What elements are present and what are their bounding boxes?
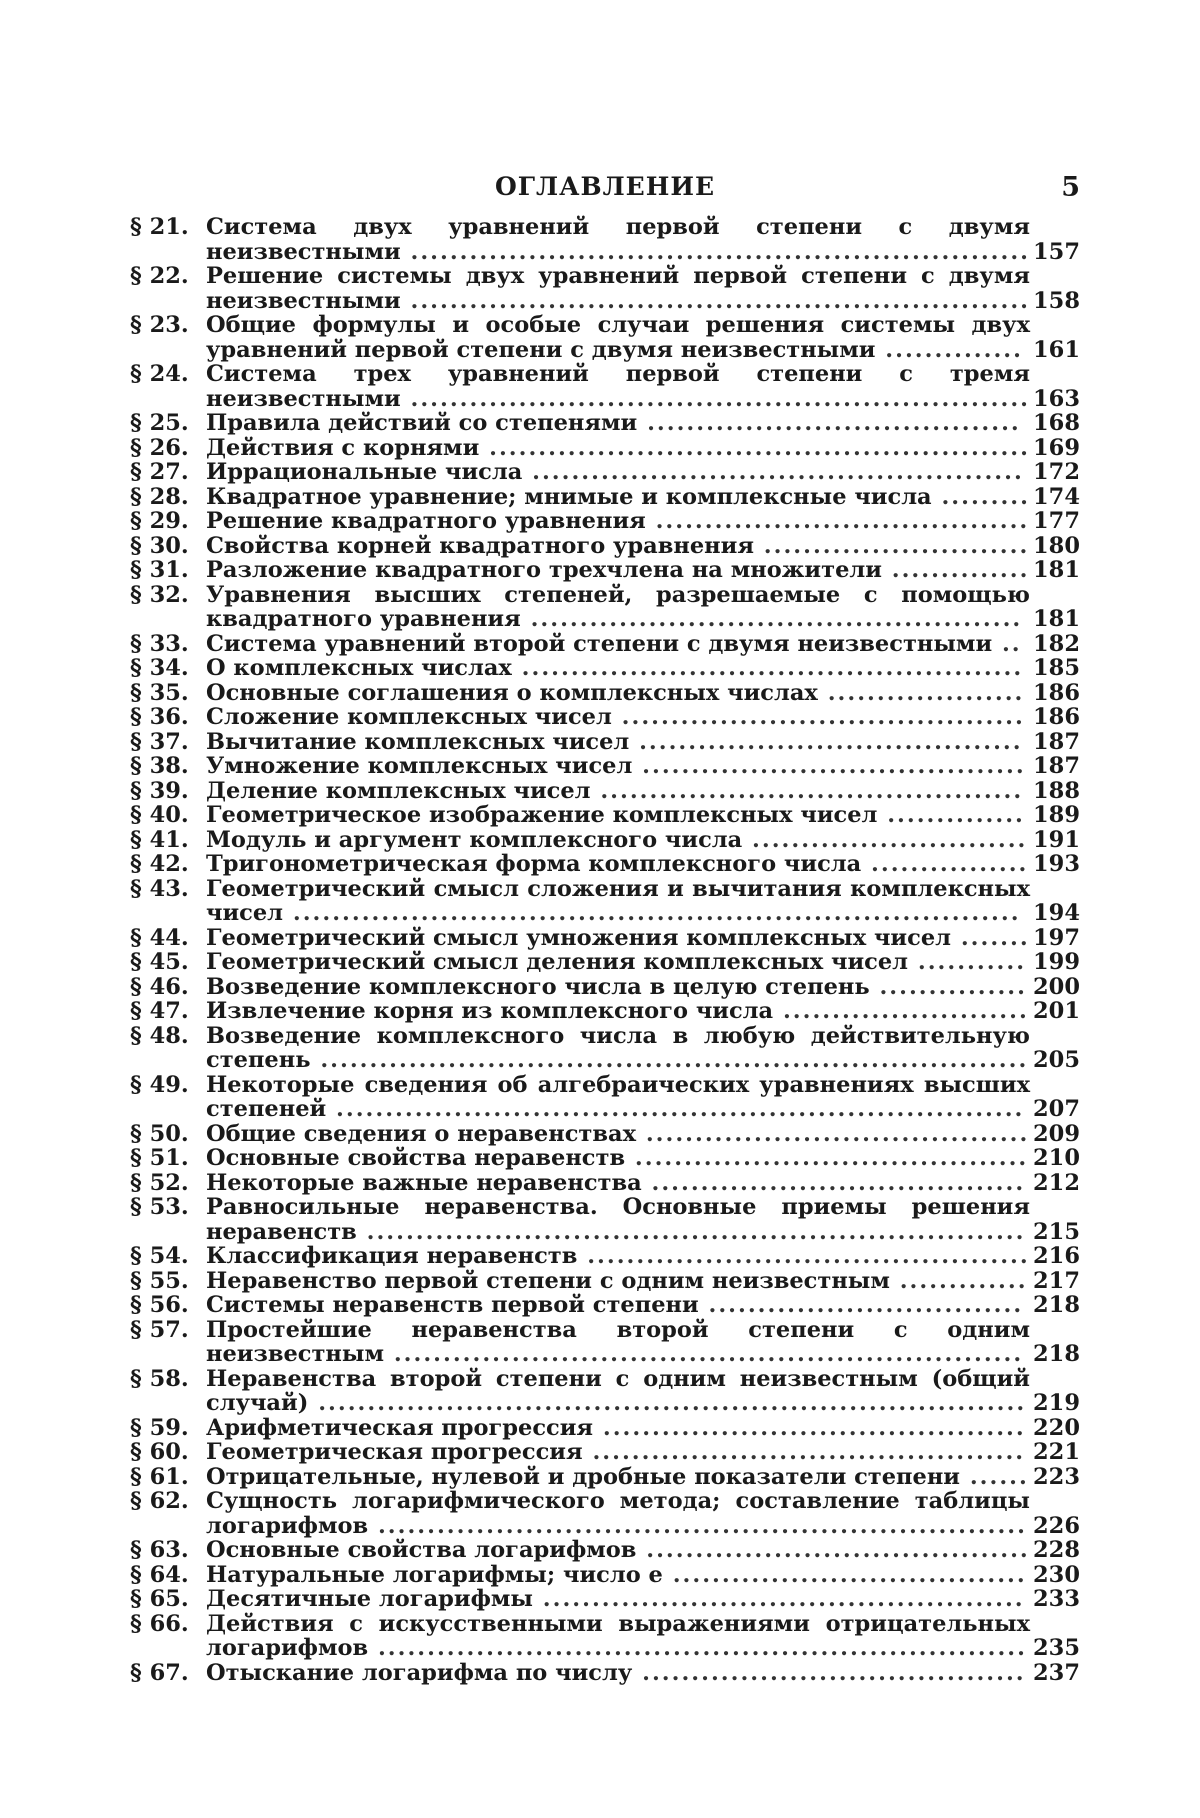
toc-section-title: Сложение комплексных чисел: [206, 704, 612, 730]
toc-entry: [130, 1244, 1080, 1269]
toc-entry-body: [206, 779, 1030, 804]
toc-entry-body: [206, 999, 1030, 1024]
dot-leader: ....................: [817, 679, 1025, 706]
toc-section-title: Классификация неравенств: [206, 1243, 578, 1269]
toc-entry-body: [206, 1538, 1030, 1563]
toc-page-number: 172: [1033, 459, 1080, 485]
toc-entry: [130, 411, 1080, 436]
toc-section-number: § 44.: [130, 924, 189, 951]
toc-entry-body: [206, 1244, 1030, 1269]
toc-page-number: 233: [1033, 1586, 1080, 1612]
toc-entry-body: [206, 264, 1030, 313]
toc-section-number: § 45.: [130, 949, 189, 975]
toc-entry: [130, 828, 1080, 853]
toc-section-title: Арифметическая прогрессия: [206, 1414, 594, 1441]
toc-page-number: 230: [1033, 1561, 1080, 1588]
toc-entry: [130, 1122, 1080, 1147]
toc-section-title: Модуль и аргумент комплексного числа: [206, 826, 743, 853]
toc-entry: [130, 264, 1080, 313]
toc-section-number: § 33.: [130, 630, 189, 657]
toc-page-number: 207: [1033, 1096, 1080, 1122]
toc-entry: [130, 1587, 1080, 1612]
toc-section-number: § 56.: [130, 1292, 189, 1318]
toc-entry-body: [206, 1661, 1030, 1686]
page-number: 5: [1061, 172, 1080, 203]
toc-entry: [130, 1465, 1080, 1490]
toc-section-number: § 48.: [130, 1022, 189, 1049]
toc-section-title: Отыскание логарифма по числу: [206, 1659, 633, 1686]
toc-section-number: § 55.: [130, 1267, 189, 1294]
toc-section-number: § 59.: [130, 1414, 189, 1441]
toc-entry: [130, 1293, 1080, 1318]
toc-page-number: 180: [1033, 532, 1080, 559]
toc-entry: [130, 215, 1080, 264]
toc-entry: [130, 1195, 1080, 1244]
dot-leader: ...................................................................: [356, 1218, 1026, 1245]
page-header: [130, 172, 1080, 208]
toc-page-number: 197: [1033, 924, 1080, 951]
dot-leader: ......................................: [645, 508, 1030, 534]
toc-entry: [130, 1661, 1080, 1686]
toc-section-number: § 22.: [130, 263, 189, 289]
toc-entry: [130, 779, 1080, 804]
toc-entry-body: [206, 852, 1030, 877]
toc-entry: [130, 1073, 1080, 1122]
toc-entry-body: [206, 1293, 1030, 1318]
toc-entry: [130, 1563, 1080, 1588]
toc-section-number: § 35.: [130, 679, 189, 706]
toc-section-title: Умножение комплексных чисел: [206, 753, 633, 779]
toc-page-number: 185: [1033, 655, 1080, 681]
toc-section-title: Правила действий со степенями: [206, 410, 638, 436]
dot-leader: ...............: [869, 973, 1027, 1000]
toc-entry-body: [206, 1465, 1030, 1490]
dot-leader: .......: [951, 924, 1030, 951]
toc-page-number: 215: [1033, 1218, 1080, 1245]
toc-section-number: § 39.: [130, 777, 189, 804]
toc-entry: [130, 1318, 1080, 1367]
toc-section-number: § 37.: [130, 728, 189, 755]
dot-leader: ......................................................................: [326, 1096, 1025, 1122]
toc-page-number: 228: [1033, 1537, 1080, 1563]
toc-entry: [130, 583, 1080, 632]
toc-section-number: § 32.: [130, 581, 189, 608]
toc-page-number: 223: [1033, 1463, 1080, 1490]
dot-leader: .............................................: [577, 1243, 1030, 1269]
toc-section-title: Свойства корней квадратного уравнения: [206, 532, 754, 559]
toc-section-number: § 26.: [130, 434, 189, 461]
toc-section-number: § 61.: [130, 1463, 189, 1490]
dot-leader: ...................................................: [511, 655, 1024, 681]
dot-leader: ................................................................: [384, 1341, 1024, 1367]
toc-entry: [130, 509, 1080, 534]
dot-leader: ........................................: [625, 1145, 1029, 1171]
toc-section-number: § 43.: [130, 875, 189, 902]
toc-page-number: 226: [1033, 1512, 1080, 1539]
toc-page-number: 218: [1033, 1341, 1080, 1367]
toc-entry-body: [206, 754, 1030, 779]
toc-page-number: 174: [1033, 483, 1080, 510]
toc-section-number: § 54.: [130, 1243, 189, 1269]
dot-leader: .........: [931, 483, 1030, 510]
toc-entry-body: [206, 803, 1030, 828]
toc-entry-body: [206, 1612, 1030, 1661]
toc-section-number: § 60.: [130, 1439, 189, 1465]
toc-section-title: Неравенство первой степени с одним неизвестным: [206, 1267, 890, 1294]
toc-entry: [130, 1269, 1080, 1294]
page-title: ОГЛАВЛЕНИЕ: [494, 172, 716, 201]
toc-section-number: § 62.: [130, 1488, 189, 1514]
dot-leader: ..............: [875, 336, 1023, 363]
toc-section-title: Возведение комплексного числа в целую степень: [206, 973, 870, 1000]
toc-page-number: 177: [1033, 508, 1080, 534]
toc-section-title: Неравенства второй степени с одним неизвестным (общий случай): [206, 1365, 1030, 1416]
dot-leader: .........................................: [611, 704, 1025, 730]
toc-entry-body: [206, 1416, 1030, 1441]
toc-page-number: 189: [1033, 802, 1080, 828]
toc-entry-body: [206, 975, 1030, 1000]
toc-entry: [130, 754, 1080, 779]
toc-entry-body: [206, 313, 1030, 362]
dot-leader: ...........: [908, 949, 1027, 975]
dot-leader: .......................................: [632, 1659, 1026, 1686]
toc-section-title: Геометрический смысл сложения и вычитания комплексных чисел: [206, 875, 1030, 926]
toc-section-title: Иррациональные числа: [206, 459, 523, 485]
toc-section-number: § 47.: [130, 998, 189, 1024]
toc-entry: [130, 975, 1080, 1000]
toc-page-number: 210: [1033, 1145, 1080, 1171]
toc-section-number: § 65.: [130, 1586, 189, 1612]
toc-page-number: 216: [1033, 1243, 1080, 1269]
toc-section-number: § 64.: [130, 1561, 189, 1588]
toc-section-number: § 57.: [130, 1316, 189, 1343]
dot-leader: ..................................................: [522, 459, 1024, 485]
toc-page-number: 169: [1033, 434, 1080, 461]
toc-section-title: Простейшие неравенства второй степени с одним неизвестным: [206, 1316, 1030, 1367]
toc-page-number: 217: [1033, 1267, 1080, 1294]
dot-leader: .......................................: [635, 1120, 1030, 1147]
toc-section-title: О комплексных числах: [206, 655, 512, 681]
toc-page-number: 188: [1033, 777, 1080, 804]
toc-section-number: § 24.: [130, 361, 189, 387]
dot-leader: ..................................................: [520, 606, 1023, 632]
toc-entry-body: [206, 926, 1030, 951]
toc-section-title: Решение системы двух уравнений первой степени с двумя неизвестными: [206, 263, 1030, 314]
dot-leader: ..........................................................................: [283, 900, 1021, 926]
toc-entry-body: [206, 436, 1030, 461]
toc-section-number: § 66.: [130, 1610, 189, 1637]
toc-section-number: § 42.: [130, 851, 189, 877]
toc-page-number: 193: [1033, 851, 1080, 877]
toc-page-number: 200: [1033, 973, 1080, 1000]
toc-page-number: 199: [1033, 949, 1080, 975]
toc-section-number: § 38.: [130, 753, 189, 779]
toc-section-title: Действия с искусственными выражениями отрицательных логарифмов: [206, 1610, 1030, 1661]
toc-entry: [130, 1024, 1080, 1073]
toc-section-title: Основные свойства логарифмов: [206, 1537, 637, 1563]
dot-leader: ...............................................................: [400, 287, 1031, 314]
dot-leader: .......................................: [632, 753, 1026, 779]
toc-section-number: § 49.: [130, 1071, 189, 1098]
toc-section-title: Некоторые важные неравенства: [206, 1169, 642, 1196]
toc-section-number: § 27.: [130, 459, 189, 485]
toc-entry-body: [206, 1563, 1030, 1588]
toc-entry: [130, 436, 1080, 461]
toc-entry: [130, 950, 1080, 975]
toc-section-number: § 36.: [130, 704, 189, 730]
toc-page-number: 221: [1033, 1439, 1080, 1465]
toc-section-number: § 34.: [130, 655, 189, 681]
dot-leader: .......................................................: [479, 434, 1030, 461]
toc-section-title: Тригонометрическая форма комплексного числа: [206, 851, 862, 877]
dot-leader: ...............................................................: [400, 238, 1031, 265]
toc-page-number: 201: [1033, 998, 1080, 1024]
dot-leader: ....................................: [662, 1561, 1027, 1588]
toc-section-title: Квадратное уравнение; мнимые и комплексные числа: [206, 483, 932, 510]
toc-section-title: Система уравнений второй степени с двумя неизвестными: [206, 630, 993, 657]
toc-section-number: § 63.: [130, 1537, 189, 1563]
toc-section-number: § 53.: [130, 1194, 189, 1220]
dot-leader: ...........................: [753, 532, 1030, 559]
toc-section-title: Геометрическое изображение комплексных чисел: [206, 802, 878, 828]
dot-leader: ............................: [742, 826, 1028, 853]
toc-entry-body: [206, 1146, 1030, 1171]
toc-entry-body: [206, 1073, 1030, 1122]
toc-entry-body: [206, 877, 1030, 926]
toc-section-title: Извлечение корня из комплексного числа: [206, 998, 774, 1024]
toc-entry-body: [206, 215, 1030, 264]
toc-entry-body: [206, 1122, 1030, 1147]
toc-page-number: 220: [1033, 1414, 1080, 1441]
dot-leader: ................................: [698, 1292, 1024, 1318]
toc-section-title: Геометрический смысл умножения комплексных чисел: [206, 924, 951, 951]
toc-entry-body: [206, 509, 1030, 534]
dot-leader: ..............: [877, 802, 1025, 828]
toc-entry: [130, 877, 1080, 926]
toc-entry: [130, 460, 1080, 485]
toc-section-title: Система двух уравнений первой степени с двумя неизвестными: [206, 214, 1030, 265]
dot-leader: ........................................................................: [310, 1047, 1029, 1073]
dot-leader: ......................................: [641, 1169, 1026, 1196]
toc-section-number: § 52.: [130, 1169, 189, 1196]
toc-section-title: Уравнения высших степеней, разрешаемые с помощью квадратного уравнения: [206, 581, 1030, 632]
toc-entry-body: [206, 1024, 1030, 1073]
dot-leader: ..................................................................: [368, 1635, 1027, 1661]
toc-entry-body: [206, 681, 1030, 706]
toc-entry: [130, 705, 1080, 730]
toc-section-title: Отрицательные, нулевой и дробные показатели степени: [206, 1463, 960, 1490]
dot-leader: .................................................: [532, 1586, 1025, 1612]
toc-page-number: 205: [1033, 1047, 1080, 1073]
toc-entry: [130, 999, 1080, 1024]
toc-entry-body: [206, 411, 1030, 436]
toc-entry: [130, 362, 1080, 411]
toc-entry-body: [206, 1489, 1030, 1538]
dot-leader: .............: [889, 1267, 1028, 1294]
dot-leader: .........................: [773, 998, 1029, 1024]
toc-page-number: 209: [1033, 1120, 1080, 1147]
dot-leader: ......: [960, 1463, 1029, 1490]
toc-entry-body: [206, 583, 1030, 632]
toc-page-number: 187: [1033, 728, 1080, 755]
dot-leader: ..............: [881, 557, 1030, 583]
toc-section-title: Разложение квадратного трехчлена на множители: [206, 557, 882, 583]
toc-page-number: 218: [1033, 1292, 1080, 1318]
toc-page-number: 161: [1033, 336, 1080, 363]
toc-section-title: Действия с корнями: [206, 434, 480, 461]
toc-entry-body: [206, 828, 1030, 853]
toc-entry-body: [206, 730, 1030, 755]
toc-entry: [130, 730, 1080, 755]
toc-section-number: § 58.: [130, 1365, 189, 1392]
toc-section-number: § 41.: [130, 826, 189, 853]
toc-entry: [130, 1489, 1080, 1538]
toc-section-number: § 67.: [130, 1659, 189, 1686]
toc-entry: [130, 1367, 1080, 1416]
toc-entry-body: [206, 485, 1030, 510]
toc-page-number: 194: [1033, 900, 1080, 926]
toc-section-title: Геометрическая прогрессия: [206, 1439, 583, 1465]
toc-entry: [130, 803, 1080, 828]
toc-section-number: § 51.: [130, 1145, 189, 1171]
toc-entry: [130, 313, 1080, 362]
toc-entry: [130, 1416, 1080, 1441]
toc-section-title: Решение квадратного уравнения: [206, 508, 646, 534]
toc-page-number: 186: [1033, 679, 1080, 706]
toc-section-title: Деление комплексных чисел: [206, 777, 591, 804]
dot-leader: ................: [861, 851, 1029, 877]
toc-section-number: § 28.: [130, 483, 189, 510]
toc-entry: [130, 534, 1080, 559]
toc-page-number: 235: [1033, 1635, 1080, 1661]
toc-entry-body: [206, 1195, 1030, 1244]
toc-entry-body: [206, 534, 1030, 559]
toc-entry-body: [206, 1269, 1030, 1294]
dot-leader: ...............................................................: [400, 385, 1031, 412]
toc-page-number: 157: [1033, 238, 1080, 265]
toc-entry-body: [206, 1587, 1030, 1612]
dot-leader: ......................................: [637, 410, 1021, 436]
dot-leader: .......................................: [629, 728, 1023, 755]
toc-page-number: 182: [1033, 630, 1080, 657]
toc-page-number: 186: [1033, 704, 1080, 730]
toc-page-number: 187: [1033, 753, 1080, 779]
toc-section-number: § 21.: [130, 214, 189, 240]
toc-section-number: § 30.: [130, 532, 189, 559]
toc-section-title: Основные свойства неравенств: [206, 1145, 626, 1171]
toc-entry: [130, 1538, 1080, 1563]
toc-entry-body: [206, 632, 1030, 657]
toc-entry: [130, 558, 1080, 583]
toc-entry-body: [206, 460, 1030, 485]
toc-section-number: § 31.: [130, 557, 189, 583]
toc-entry: [130, 656, 1080, 681]
toc-entry: [130, 1146, 1080, 1171]
dot-leader: ........................................................................: [308, 1390, 1027, 1416]
toc-section-title: Вычитание комплексных чисел: [206, 728, 630, 755]
toc-section-number: § 25.: [130, 410, 189, 436]
toc-page-number: 163: [1033, 385, 1080, 412]
toc-entry-body: [206, 1440, 1030, 1465]
toc-section-number: § 50.: [130, 1120, 189, 1147]
toc-entry-body: [206, 362, 1030, 411]
toc-entry-body: [206, 1171, 1030, 1196]
toc-entry: [130, 1171, 1080, 1196]
toc-page-number: 237: [1033, 1659, 1080, 1686]
toc-section-title: Натуральные логарифмы; число e: [206, 1561, 663, 1588]
toc-section-title: Сущность логарифмического метода; составление таблицы логарифмов: [206, 1488, 1030, 1539]
toc-section-number: § 29.: [130, 508, 189, 534]
toc-page-number: 168: [1033, 410, 1080, 436]
toc-page-number: 219: [1033, 1390, 1080, 1416]
toc-section-title: Системы неравенств первой степени: [206, 1292, 699, 1318]
toc-entry: [130, 1612, 1080, 1661]
toc-entry-body: [206, 705, 1030, 730]
toc-section-title: Общие сведения о неравенствах: [206, 1120, 636, 1147]
toc-page-number: 181: [1033, 557, 1080, 583]
toc-entry-body: [206, 1367, 1030, 1416]
toc-section-title: Десятичные логарифмы: [206, 1586, 533, 1612]
dot-leader: ...........................................: [590, 777, 1024, 804]
toc-section-title: Равносильные неравенства. Основные приемы решения неравенств: [206, 1194, 1030, 1245]
toc-entry: [130, 485, 1080, 510]
toc-entry: [130, 926, 1080, 951]
dot-leader: ..................................................................: [368, 1512, 1027, 1539]
dot-leader: ..: [992, 630, 1022, 657]
toc-page-number: 212: [1033, 1169, 1080, 1196]
dot-leader: ...........................................: [593, 1414, 1026, 1441]
toc-entry: [130, 1440, 1080, 1465]
toc-section-title: Система трех уравнений первой степени с тремя неизвестными: [206, 361, 1030, 412]
dot-leader: ............................................: [582, 1439, 1026, 1465]
toc-section-number: § 23.: [130, 312, 189, 338]
toc-section-title: Возведение комплексного числа в любую действительную степень: [206, 1022, 1030, 1073]
toc-entry-body: [206, 1318, 1030, 1367]
toc-section-number: § 40.: [130, 802, 189, 828]
toc-entry: [130, 681, 1080, 706]
toc-section-title: Геометрический смысл деления комплексных чисел: [206, 949, 909, 975]
toc-page-number: 158: [1033, 287, 1080, 314]
toc-section-title: Общие формулы и особые случаи решения системы двух уравнений первой степени с двумя неизвестными: [206, 312, 1030, 363]
toc-page-number: 191: [1033, 826, 1080, 853]
toc-page-number: 181: [1033, 606, 1080, 632]
dot-leader: .......................................: [636, 1537, 1030, 1563]
toc-entry-body: [206, 558, 1030, 583]
toc-section-title: Некоторые сведения об алгебраических уравнениях высших степеней: [206, 1071, 1030, 1122]
toc-section-title: Основные соглашения о комплексных числах: [206, 679, 818, 706]
toc-entry-body: [206, 656, 1030, 681]
toc-section-number: § 46.: [130, 973, 189, 1000]
toc-entry: [130, 632, 1080, 657]
toc-entry: [130, 852, 1080, 877]
toc-entry-body: [206, 950, 1030, 975]
table-of-contents: [130, 215, 1080, 1685]
